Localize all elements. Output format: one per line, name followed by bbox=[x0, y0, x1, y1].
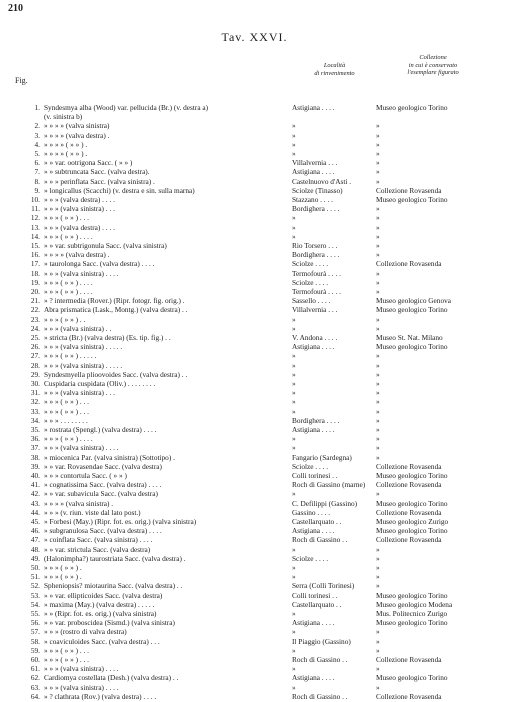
figure-description: » maxima (May.) (valva destra) . . . . . bbox=[44, 599, 155, 609]
figure-number: 43. bbox=[30, 498, 40, 508]
figure-collection: » bbox=[376, 645, 380, 655]
figure-number: 3. bbox=[34, 130, 40, 140]
figure-description: » ? clathrata (Rov.) (valva destra) . . . . bbox=[44, 691, 157, 701]
figure-number: 56. bbox=[30, 618, 40, 628]
figure-locality: Termofourà . . . . bbox=[292, 268, 341, 278]
header-locality bbox=[292, 62, 377, 77]
figure-collection: » bbox=[376, 176, 380, 186]
figure-number: 1. bbox=[34, 103, 40, 112]
figure-number: 33. bbox=[30, 406, 40, 416]
figure-collection: » bbox=[376, 314, 380, 324]
figure-locality: Bordighera . . . . bbox=[292, 204, 340, 214]
figure-locality: » bbox=[292, 563, 296, 572]
figure-description: » » subtruncata Sacc. (valva destra). bbox=[44, 167, 150, 177]
figure-locality: » bbox=[292, 314, 296, 324]
figure-number: 39. bbox=[30, 461, 40, 471]
figure-locality: Astigiana . . . . bbox=[292, 342, 335, 352]
figure-collection: Collezione Rovasenda bbox=[376, 461, 442, 471]
figure-number: 35. bbox=[30, 425, 40, 434]
figure-collection: Museo geologico Torino bbox=[376, 498, 448, 508]
figure-number: 20. bbox=[30, 287, 40, 296]
figure-collection: » bbox=[376, 268, 380, 278]
figure-description: » » var. strictula Sacc. (valva destra) bbox=[44, 544, 151, 554]
figure-locality: » bbox=[292, 213, 296, 223]
figure-number: 7. bbox=[34, 167, 40, 177]
figure-description: (Halonimpha?) taurostriata Sacc. (valva destra) . bbox=[44, 553, 186, 563]
figure-collection: » bbox=[376, 351, 380, 361]
figure-collection: » bbox=[376, 250, 380, 260]
figure-number: 54. bbox=[30, 599, 40, 609]
figure-description: » » » ( » » ) . . . bbox=[44, 645, 89, 655]
figure-number: 63. bbox=[30, 682, 40, 692]
figure-number: 47. bbox=[30, 535, 40, 545]
figure-locality: » bbox=[292, 627, 296, 637]
figure-locality: » bbox=[292, 609, 296, 618]
figure-description: » » » » (valva destra) . bbox=[44, 250, 110, 260]
figure-description: » » » (valva sinistra) . . . . . bbox=[44, 360, 123, 370]
figure-number: 17. bbox=[30, 259, 40, 269]
figure-collection: Collezione Rovasenda bbox=[376, 507, 442, 517]
figure-number: 45. bbox=[30, 517, 40, 526]
figure-collection: » bbox=[376, 287, 380, 296]
figure-locality: » bbox=[292, 351, 296, 361]
figure-description: Spheniopsis? miotaurina Sacc. (valva destra) . . bbox=[44, 581, 183, 591]
figure-description: » » (Ripr. fot. es. orig.) (valva sinistra) bbox=[44, 609, 157, 618]
figure-locality: » bbox=[292, 572, 296, 582]
figure-locality: Castellarquato . . bbox=[292, 599, 342, 609]
figure-description: » coaviculoides Sacc. (valva destra) . . . bbox=[44, 636, 160, 646]
figure-collection: » bbox=[376, 360, 380, 370]
figure-collection: » bbox=[376, 397, 380, 407]
figure-locality: Villalvernia . . . bbox=[292, 305, 338, 315]
figure-locality: » bbox=[292, 149, 296, 158]
figure-locality: » bbox=[292, 323, 296, 333]
figure-collection: Collezione Rovasenda bbox=[376, 185, 442, 195]
figure-description: » » var. subavicula Sacc. (valva destra) bbox=[44, 489, 158, 499]
figure-description: » » » (valva sinistra) . . . . bbox=[44, 443, 119, 453]
figure-collection: » bbox=[376, 544, 380, 554]
figure-collection: Museo geologico Torino bbox=[376, 342, 448, 352]
figure-collection: Museo geologico Torino bbox=[376, 526, 448, 536]
header-collection-line: in cui è conservato bbox=[408, 61, 458, 69]
figure-locality: Sassello . . . . bbox=[292, 296, 331, 306]
figure-description: » » » (valva sinistra) . . . bbox=[44, 204, 115, 214]
figure-number: 60. bbox=[30, 655, 40, 664]
figure-description: » » var. Rovasendae Sacc. (valva destra) bbox=[44, 461, 162, 471]
figure-number: 61. bbox=[30, 664, 40, 674]
figure-locality: » bbox=[292, 544, 296, 554]
figure-locality: Astigiana . . . . bbox=[292, 673, 335, 683]
figure-locality: Sciolze . . . . bbox=[292, 259, 329, 269]
figure-number: 40. bbox=[30, 471, 40, 480]
figure-description: » Forbesi (May.) (Ripr. fot. es. orig.) (valva sinistra) bbox=[44, 517, 197, 526]
figure-collection: » bbox=[376, 149, 380, 158]
figure-collection: » bbox=[376, 425, 380, 434]
figure-locality: Bordighera . . . . bbox=[292, 415, 340, 425]
figure-description: » » » » ( » » ) . bbox=[44, 149, 88, 158]
figure-collection: » bbox=[376, 130, 380, 140]
figure-number: 19. bbox=[30, 277, 40, 287]
figure-description: » » var. subtrigonula Sacc. (valva sinistra) bbox=[44, 241, 167, 250]
figure-number: 57. bbox=[30, 627, 40, 637]
figure-description: » » » ( » » ) . bbox=[44, 563, 82, 572]
figure-locality: » bbox=[292, 443, 296, 453]
figure-collection: Collezione Rovasenda bbox=[376, 535, 442, 545]
figure-description: » » var. proboscidea (Sismd.) (valva sinistra) bbox=[44, 618, 175, 628]
figure-collection: » bbox=[376, 636, 380, 646]
figure-number: 55. bbox=[30, 609, 40, 618]
figure-number: 30. bbox=[30, 379, 40, 388]
figure-locality: Astigiana . . . . bbox=[292, 526, 335, 536]
figure-locality: » bbox=[292, 645, 296, 655]
header-locality-line: Località bbox=[323, 62, 346, 69]
figure-locality: » bbox=[292, 222, 296, 232]
figure-locality: V. Andona . . . . bbox=[292, 333, 338, 342]
figure-collection: Museo geologico Torino bbox=[376, 471, 448, 480]
figure-collection: » bbox=[376, 553, 380, 563]
figure-locality: » bbox=[292, 139, 296, 149]
figure-description: » » » (valva sinistra) . . bbox=[44, 323, 112, 333]
figure-number: 52. bbox=[30, 581, 40, 591]
figure-locality: Il Piaggio (Gassino) bbox=[292, 636, 351, 646]
figure-collection: Museo geologico Torino bbox=[376, 590, 448, 600]
figure-number: 10. bbox=[30, 195, 40, 204]
figure-locality: Sciolze . . . . bbox=[292, 461, 329, 471]
figure-collection: » bbox=[376, 204, 380, 214]
figure-number: 12. bbox=[30, 213, 40, 223]
figure-description: » » » » ( » » ) . bbox=[44, 139, 88, 149]
figure-locality: Colli torinesi . . bbox=[292, 590, 338, 600]
figure-number: 41. bbox=[30, 480, 40, 490]
page-number: 210 bbox=[8, 3, 23, 14]
figure-description: » cognatissima Sacc. (valva destra) . . . . bbox=[44, 480, 162, 490]
figure-description: » » » perinflata Sacc. (valva sinistra) . bbox=[44, 176, 155, 186]
figure-number: 44. bbox=[30, 507, 40, 517]
figure-description: Syndesmya alba (Wood) var. pellucida (Br.) (v. destra a) bbox=[44, 103, 209, 112]
figure-description: » » var. ootrigona Sacc. ( » » ) bbox=[44, 158, 133, 168]
figure-description: » » » . . . . . . . . bbox=[44, 415, 88, 425]
figure-description: » stricta (Br.) (valva destra) (Es. tip. fig.) . . bbox=[44, 333, 171, 342]
figure-description: » » » ( » » ) . . . . bbox=[44, 287, 93, 296]
figure-locality: » bbox=[292, 489, 296, 499]
plate-title: Tav. XXVI. bbox=[221, 30, 288, 44]
figure-locality: Roch di Gassino . . bbox=[292, 655, 348, 664]
figure-collection: » bbox=[376, 406, 380, 416]
figure-description: » » var. ellipticoides Sacc. (valva destra) bbox=[44, 590, 163, 600]
figure-description: » » » ( » » ) . . . bbox=[44, 655, 89, 664]
figure-collection: » bbox=[376, 572, 380, 582]
figure-number: 8. bbox=[34, 176, 40, 186]
figure-description: » » » (rostro di valva destra) bbox=[44, 627, 127, 637]
figure-description: » » » ( » » ) . . . . . bbox=[44, 351, 97, 361]
figure-number: 2. bbox=[34, 121, 40, 131]
figure-number: 36. bbox=[30, 434, 40, 444]
figure-collection: » bbox=[376, 231, 380, 241]
figure-locality: Colli torinesi . . bbox=[292, 471, 338, 480]
figure-collection: Mus. Politecnico Zurigo bbox=[376, 609, 448, 618]
figure-number: 9. bbox=[34, 185, 40, 195]
figure-collection: Collezione Rovasenda bbox=[376, 480, 442, 490]
figure-locality: Astigiana . . . . bbox=[292, 618, 335, 628]
figure-number: 58. bbox=[30, 636, 40, 646]
figure-number: 59. bbox=[30, 645, 40, 655]
figure-collection: » bbox=[376, 682, 380, 692]
figure-collection: Museo geologico Modena bbox=[376, 599, 453, 609]
figure-description: » » » (valva destra) . . . . bbox=[44, 195, 115, 204]
figure-locality: Bordighera . . . . bbox=[292, 250, 340, 260]
figure-description: » coinflata Sacc. (valva sinistra) . . . . bbox=[44, 535, 153, 545]
figure-description: » » » (valva sinistra) . . . bbox=[44, 388, 115, 398]
figure-locality: Astigiana . . . . bbox=[292, 167, 335, 177]
figure-description: » taurolonga Sacc. (valva destra) . . . . bbox=[44, 259, 155, 269]
figure-number: 25. bbox=[30, 333, 40, 342]
figure-collection: Collezione Rovasenda bbox=[376, 691, 442, 701]
figure-description: » » » (valva sinistra) . . . . . bbox=[44, 342, 123, 352]
header-locality-line: di rinvenimento bbox=[314, 69, 355, 77]
figure-collection: Collezione Rovasenda bbox=[376, 655, 442, 664]
header-collection bbox=[378, 54, 488, 77]
figure-collection: » bbox=[376, 121, 380, 131]
figure-description: (v. sinistra b) bbox=[44, 112, 83, 122]
figure-locality: Roch di Gassino (marne) bbox=[292, 480, 366, 490]
figure-locality: » bbox=[292, 406, 296, 416]
figure-number: 26. bbox=[30, 342, 40, 352]
figure-collection: Museo geologico Torino bbox=[376, 618, 448, 628]
figure-locality: C. Defilippi (Gassino) bbox=[292, 498, 358, 508]
figure-collection: » bbox=[376, 581, 380, 591]
figure-description: » ? intermedia (Rover.) (Ripr. fotogr. fig. orig.) . bbox=[44, 296, 185, 306]
figure-collection: » bbox=[376, 167, 380, 177]
figure-number: 62. bbox=[30, 673, 40, 683]
figure-locality: Stazzano . . . . bbox=[292, 195, 333, 204]
figure-description: » » » ( » » ) . . . bbox=[44, 397, 89, 407]
figure-number: 16. bbox=[30, 250, 40, 260]
figure-description: » subgranulosa Sacc. (valva destra) . . . . bbox=[44, 526, 162, 536]
figure-locality: Serra (Colli Torinesi) bbox=[292, 581, 355, 591]
figure-description: Cardiomya costellata (Desh.) (valva destra) . . bbox=[44, 673, 179, 683]
figure-locality: » bbox=[292, 664, 296, 674]
figure-number: 23. bbox=[30, 314, 40, 324]
figure-collection: » bbox=[376, 664, 380, 674]
figure-description: » » » ( » » ) . . . bbox=[44, 213, 89, 223]
figure-description: » rostrata (Spengl.) (valva destra) . . . . bbox=[44, 425, 157, 434]
figure-number: 13. bbox=[30, 222, 40, 232]
figure-collection: » bbox=[376, 139, 380, 149]
figure-number: 22. bbox=[30, 305, 40, 315]
figure-number: 18. bbox=[30, 268, 40, 278]
figure-locality: Sciolze (Tinasso) bbox=[292, 185, 343, 195]
figure-collection: Museo geologico Torino bbox=[376, 103, 448, 112]
figure-locality: Sciolze . . . . bbox=[292, 277, 329, 287]
figure-number: 24. bbox=[30, 323, 40, 333]
figure-locality: Villalvernia . . . bbox=[292, 158, 338, 168]
figure-collection: » bbox=[376, 452, 380, 462]
figure-locality: Termofourà . . . . bbox=[292, 287, 341, 296]
figure-description: » » » ( » » ) . . . bbox=[44, 406, 89, 416]
figure-locality: Roch di Gassino . . bbox=[292, 535, 348, 545]
figure-description: Abra prismatica (Lask., Montg.) (valva destra) . . bbox=[44, 305, 188, 315]
figure-description: » » » (v. riun. viste dal lato post.) bbox=[44, 507, 141, 517]
figure-number: 28. bbox=[30, 360, 40, 370]
figure-collection: » bbox=[376, 563, 380, 572]
figure-collection: » bbox=[376, 323, 380, 333]
figure-number: 49. bbox=[30, 553, 40, 563]
figure-number: 46. bbox=[30, 526, 40, 536]
figure-locality: » bbox=[292, 360, 296, 370]
figure-number: 51. bbox=[30, 572, 40, 582]
figure-locality: » bbox=[292, 682, 296, 692]
figure-description: » » » (valva sinistra) . . . . bbox=[44, 682, 119, 692]
figure-locality: » bbox=[292, 130, 296, 140]
figure-description: » » » contortula Sacc. ( » » ) bbox=[44, 471, 127, 480]
figure-collection: » bbox=[376, 241, 380, 250]
figure-collection: Collezione Rovasenda bbox=[376, 259, 442, 269]
figure-collection: » bbox=[376, 443, 380, 453]
figure-number: 38. bbox=[30, 452, 40, 462]
figure-description: » longicallus (Scacchi) (v. destra e sin. sulla marna) bbox=[44, 185, 195, 195]
figure-collection: » bbox=[376, 627, 380, 637]
figure-description: » » » (valva destra) . . . . bbox=[44, 222, 115, 232]
figure-collection: » bbox=[376, 489, 380, 499]
figure-locality: Astigiana . . . . bbox=[292, 103, 335, 112]
figure-description: » miocenica Par. (valva sinistra) (Sottotipo) . bbox=[44, 452, 175, 462]
figure-locality: Fangario (Sardegna) bbox=[292, 452, 352, 462]
figure-locality: » bbox=[292, 434, 296, 444]
figure-number: 5. bbox=[34, 149, 40, 158]
figure-number: 27. bbox=[30, 351, 40, 361]
figure-locality: » bbox=[292, 231, 296, 241]
figure-number: 48. bbox=[30, 544, 40, 554]
figure-number: 37. bbox=[30, 443, 40, 453]
figure-number: 53. bbox=[30, 590, 40, 600]
figure-description: » » » ( » » ) . . bbox=[44, 314, 86, 324]
figure-locality: » bbox=[292, 388, 296, 398]
figure-locality: » bbox=[292, 369, 296, 379]
figure-locality: » bbox=[292, 379, 296, 388]
figure-locality: Rio Torsero . . . bbox=[292, 241, 338, 250]
figure-collection: » bbox=[376, 277, 380, 287]
figure-number: 6. bbox=[34, 158, 40, 168]
figure-description: » » » ( » » ) . bbox=[44, 572, 82, 582]
figure-locality: Sciolze . . . . bbox=[292, 553, 329, 563]
figure-number: 42. bbox=[30, 489, 40, 499]
figure-number: 29. bbox=[30, 369, 40, 379]
figure-collection: » bbox=[376, 388, 380, 398]
figure-number: 64. bbox=[30, 691, 40, 701]
figure-locality: » bbox=[292, 397, 296, 407]
header-collection-line: l'esemplare figurato bbox=[407, 69, 459, 76]
figure-collection: » bbox=[376, 379, 380, 388]
figure-description: » » » (valva sinistra) . . . . bbox=[44, 268, 119, 278]
figure-description: Syndesmyella plioovoides Sacc. (valva destra) . . bbox=[44, 369, 188, 379]
figure-collection: » bbox=[376, 213, 380, 223]
figure-locality: Gassino . . . . bbox=[292, 507, 331, 517]
figure-locality: Castelnuovo d'Asti . bbox=[292, 176, 352, 186]
figure-collection: » bbox=[376, 415, 380, 425]
figure-number: 14. bbox=[30, 231, 40, 241]
figure-collection: Museo geologico Torino bbox=[376, 305, 448, 315]
figure-description: » » » ( » » ) . . . . bbox=[44, 434, 93, 444]
figure-collection: » bbox=[376, 434, 380, 444]
figure-number: 4. bbox=[34, 139, 40, 149]
figure-description: » » » » (valva sinistra) bbox=[44, 121, 110, 131]
figure-locality: Castellarquato . . bbox=[292, 517, 342, 526]
figure-collection: » bbox=[376, 158, 380, 168]
figure-collection: Museo geologico Torino bbox=[376, 195, 448, 204]
figure-number: 21. bbox=[30, 296, 40, 306]
figure-number: 50. bbox=[30, 563, 40, 572]
figure-locality: Roch di Gassino . . bbox=[292, 691, 348, 701]
figure-description: » » » (valva sinistra) . . . . bbox=[44, 664, 119, 674]
figure-description: » » » » (valva sinistra) . bbox=[44, 498, 114, 508]
figure-collection: Museo geologico Genova bbox=[376, 296, 451, 306]
figure-collection: » bbox=[376, 369, 380, 379]
figure-locality: » bbox=[292, 121, 296, 131]
figure-collection: » bbox=[376, 222, 380, 232]
figure-collection: Museo geologico Torino bbox=[376, 673, 448, 683]
figure-locality: Astigiana . . . . bbox=[292, 425, 335, 434]
figure-collection: Museo St. Nat. Milano bbox=[376, 333, 443, 342]
figure-description: » » » » (valva destra) . bbox=[44, 130, 110, 140]
figure-number: 31. bbox=[30, 388, 40, 398]
figure-number: 34. bbox=[30, 415, 40, 425]
header-collection-line: Collezione bbox=[419, 54, 447, 61]
figure-collection: Museo geologico Zurigo bbox=[376, 517, 449, 526]
figure-number: 11. bbox=[31, 204, 40, 214]
header-fig: Fig. bbox=[15, 76, 28, 85]
figure-description: » » » ( » » ) . . . . bbox=[44, 231, 93, 241]
figure-description: Cuspidaria cuspidata (Oliv.) . . . . . . . . bbox=[44, 379, 156, 388]
figure-number: 15. bbox=[30, 241, 40, 250]
table-row bbox=[0, 692, 509, 702]
figure-description: » » » ( » » ) . . . . bbox=[44, 277, 93, 287]
figure-number: 32. bbox=[30, 397, 40, 407]
